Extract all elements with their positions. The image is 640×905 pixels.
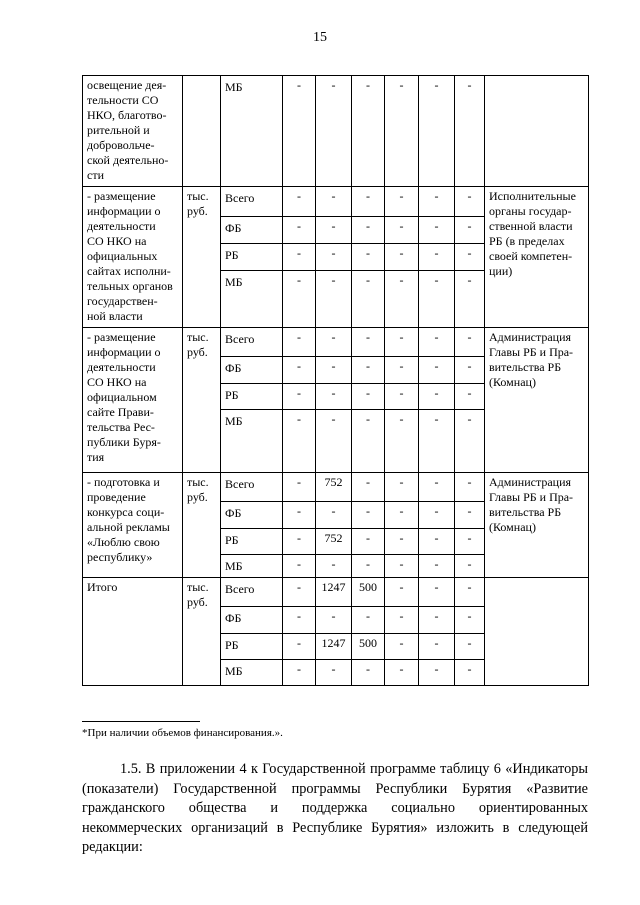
table-row	[83, 328, 589, 357]
value-cell: -	[316, 187, 352, 217]
value-cell: -	[283, 410, 316, 473]
value-cell: -	[283, 244, 316, 271]
table-body	[83, 76, 589, 686]
executor-cell	[485, 578, 589, 686]
value-cell: -	[419, 357, 455, 384]
funding-source-cell: МБ	[221, 555, 283, 578]
value-cell: -	[419, 529, 455, 555]
executor-cell	[485, 76, 589, 187]
page-number: 15	[313, 30, 327, 45]
value-cell: -	[352, 76, 385, 187]
value-cell: -	[283, 357, 316, 384]
value-cell: -	[283, 607, 316, 634]
value-cell: -	[455, 410, 485, 473]
value-cell: -	[316, 216, 352, 244]
value-cell: -	[419, 555, 455, 578]
funding-source-cell: ФБ	[221, 216, 283, 244]
value-cell: -	[385, 555, 419, 578]
executor-cell: Администрация Главы РБ и Пра- вительства РБ (Комнац)	[485, 473, 589, 578]
value-cell: -	[352, 216, 385, 244]
value-cell: -	[385, 502, 419, 529]
executor-cell: Администрация Главы РБ и Пра- вительства РБ (Комнац)	[485, 328, 589, 473]
value-cell: -	[455, 384, 485, 410]
row-unit-cell: тыс. руб.	[183, 328, 221, 473]
value-cell: -	[316, 328, 352, 357]
value-cell: -	[385, 473, 419, 502]
value-cell: -	[352, 187, 385, 217]
value-cell: -	[419, 410, 455, 473]
value-cell: -	[419, 578, 455, 607]
value-cell: -	[455, 660, 485, 686]
value-cell: -	[455, 607, 485, 634]
table-row	[83, 76, 589, 187]
footnote: *При наличии объемов финансирования.».	[82, 727, 283, 739]
value-cell: -	[316, 76, 352, 187]
value-cell: -	[283, 187, 316, 217]
value-cell: -	[316, 357, 352, 384]
value-cell: -	[316, 270, 352, 327]
value-cell: -	[455, 76, 485, 187]
value-cell: -	[419, 187, 455, 217]
funding-source-cell: Всего	[221, 578, 283, 607]
value-cell: -	[385, 529, 419, 555]
value-cell: -	[455, 529, 485, 555]
value-cell: -	[283, 578, 316, 607]
value-cell: -	[352, 473, 385, 502]
value-cell: -	[419, 634, 455, 660]
value-cell: -	[455, 634, 485, 660]
table-row	[83, 578, 589, 607]
row-unit-cell: тыс. руб.	[183, 187, 221, 328]
funding-source-cell: МБ	[221, 660, 283, 686]
value-cell: -	[316, 502, 352, 529]
footnote-rule	[82, 721, 200, 722]
value-cell: -	[419, 607, 455, 634]
value-cell: -	[283, 660, 316, 686]
funding-source-cell: РБ	[221, 244, 283, 271]
funding-source-cell: Всего	[221, 187, 283, 217]
funding-source-cell: МБ	[221, 410, 283, 473]
value-cell: -	[419, 76, 455, 187]
value-cell: -	[385, 607, 419, 634]
value-cell: -	[316, 244, 352, 271]
value-cell: -	[455, 357, 485, 384]
value-cell: -	[455, 244, 485, 271]
value-cell: -	[316, 660, 352, 686]
value-cell: -	[455, 216, 485, 244]
funding-source-cell: РБ	[221, 384, 283, 410]
value-cell: -	[419, 660, 455, 686]
funding-source-cell: Всего	[221, 473, 283, 502]
value-cell: -	[419, 244, 455, 271]
value-cell: -	[385, 660, 419, 686]
value-cell: -	[455, 578, 485, 607]
value-cell: -	[385, 76, 419, 187]
row-name-cell: - подготовка и проведение конкурса соци- альной рекламы «Люблю свою республику»	[83, 473, 183, 578]
value-cell: -	[283, 634, 316, 660]
value-cell: -	[385, 357, 419, 384]
value-cell: -	[283, 328, 316, 357]
row-unit-cell	[183, 76, 221, 187]
funding-source-cell: ФБ	[221, 607, 283, 634]
value-cell: -	[455, 555, 485, 578]
funding-source-cell: МБ	[221, 270, 283, 327]
value-cell: -	[352, 529, 385, 555]
funding-table	[82, 75, 589, 686]
value-cell: -	[283, 473, 316, 502]
value-cell: -	[455, 187, 485, 217]
value-cell: 500	[352, 634, 385, 660]
value-cell: -	[283, 384, 316, 410]
funding-source-cell: ФБ	[221, 502, 283, 529]
funding-source-cell: РБ	[221, 529, 283, 555]
value-cell: -	[316, 384, 352, 410]
funding-source-cell: РБ	[221, 634, 283, 660]
value-cell: -	[352, 660, 385, 686]
body-paragraph: 1.5. В приложении 4 к Государственной программе таблицу 6 «Индикаторы (показатели) Государственной программы Республики Бурятия «Развитие гражданского общества и поддержка социально ориентированных некоммерческих организаций в Республике Бурятия» изложить в следующей редакции:	[82, 761, 588, 855]
value-cell: -	[385, 187, 419, 217]
value-cell: -	[316, 555, 352, 578]
value-cell: -	[419, 473, 455, 502]
value-cell: -	[419, 384, 455, 410]
value-cell: -	[352, 555, 385, 578]
funding-source-cell: МБ	[221, 76, 283, 187]
value-cell: -	[419, 270, 455, 327]
value-cell: -	[455, 270, 485, 327]
row-name-cell: - размещение информации о деятельности СО НКО на официальных сайтах исполни- тельных органов государствен- ной власти	[83, 187, 183, 328]
value-cell: -	[455, 502, 485, 529]
executor-cell: Исполнительные органы государ- ственной власти РБ (в пределах своей компетен- ции)	[485, 187, 589, 328]
value-cell: 1247	[316, 634, 352, 660]
value-cell: -	[419, 328, 455, 357]
value-cell: 500	[352, 578, 385, 607]
value-cell: -	[352, 328, 385, 357]
table-row	[83, 473, 589, 502]
value-cell: -	[455, 328, 485, 357]
value-cell: -	[352, 270, 385, 327]
value-cell: -	[352, 244, 385, 271]
value-cell: -	[385, 578, 419, 607]
value-cell: -	[316, 607, 352, 634]
funding-source-cell: ФБ	[221, 357, 283, 384]
row-unit-cell: тыс. руб.	[183, 473, 221, 578]
value-cell: -	[283, 270, 316, 327]
value-cell: -	[385, 634, 419, 660]
value-cell: -	[352, 357, 385, 384]
value-cell: -	[352, 410, 385, 473]
value-cell: -	[419, 502, 455, 529]
value-cell: -	[352, 502, 385, 529]
value-cell: -	[385, 244, 419, 271]
value-cell: -	[352, 607, 385, 634]
value-cell: -	[283, 502, 316, 529]
value-cell: 752	[316, 473, 352, 502]
value-cell: -	[419, 216, 455, 244]
value-cell: -	[385, 328, 419, 357]
value-cell: -	[385, 216, 419, 244]
value-cell: -	[385, 410, 419, 473]
value-cell: -	[283, 555, 316, 578]
row-name-cell: - размещение информации о деятельности СО НКО на официальном сайте Прави- тельства Рес- публики Буря- тия	[83, 328, 183, 473]
value-cell: -	[283, 216, 316, 244]
value-cell: 1247	[316, 578, 352, 607]
table-row	[83, 187, 589, 217]
row-unit-cell: тыс. руб.	[183, 578, 221, 686]
value-cell: -	[283, 76, 316, 187]
value-cell: -	[283, 529, 316, 555]
funding-source-cell: Всего	[221, 328, 283, 357]
value-cell: -	[455, 473, 485, 502]
value-cell: -	[352, 384, 385, 410]
value-cell: -	[385, 270, 419, 327]
row-name-cell: Итого	[83, 578, 183, 686]
value-cell: -	[316, 410, 352, 473]
value-cell: 752	[316, 529, 352, 555]
row-name-cell: освещение дея- тельности СО НКО, благотво- рительной и добровольче- ской деятельно- сти	[83, 76, 183, 187]
value-cell: -	[385, 384, 419, 410]
